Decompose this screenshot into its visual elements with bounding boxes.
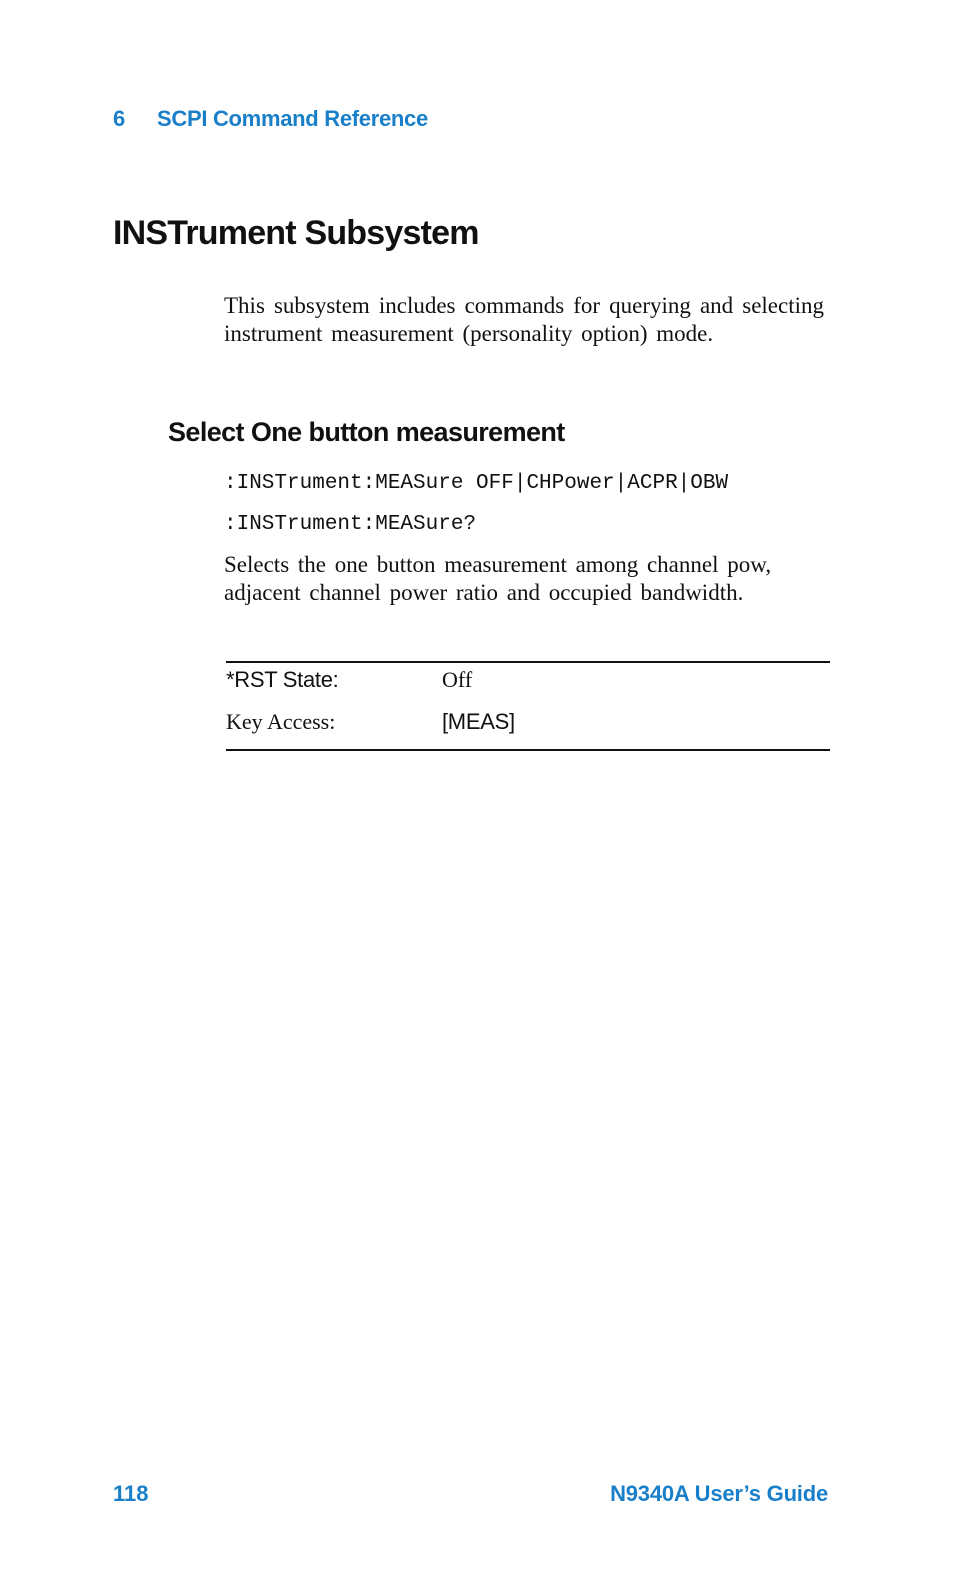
running-header: [113, 106, 428, 132]
command-description: Selects the one button measurement among channel pow, adjacent channel power ratio and occupied bandwidth.: [224, 552, 772, 605]
section-intro: This subsystem includes commands for querying and selecting instrument measurement (personality option) mode.: [224, 293, 824, 346]
rst-state-label: *RST State:: [226, 667, 339, 692]
key-access-label: Key Access:: [226, 709, 336, 734]
query-syntax: :INSTrument:MEASure?: [224, 513, 477, 536]
property-table: [226, 661, 830, 751]
rst-state-value: Off: [442, 667, 473, 692]
section-title: INSTrument Subsystem: [113, 214, 479, 252]
page-number: 118: [113, 1481, 149, 1506]
key-access-value: [MEAS]: [442, 709, 515, 734]
guide-title: N9340A User’s Guide: [610, 1481, 828, 1506]
chapter-number: 6: [113, 106, 125, 131]
chapter-title: SCPI Command Reference: [157, 106, 428, 131]
subsection-title: Select One button measurement: [168, 417, 565, 447]
command-syntax: :INSTrument:MEASure OFF|CHPower|ACPR|OBW: [224, 472, 729, 495]
